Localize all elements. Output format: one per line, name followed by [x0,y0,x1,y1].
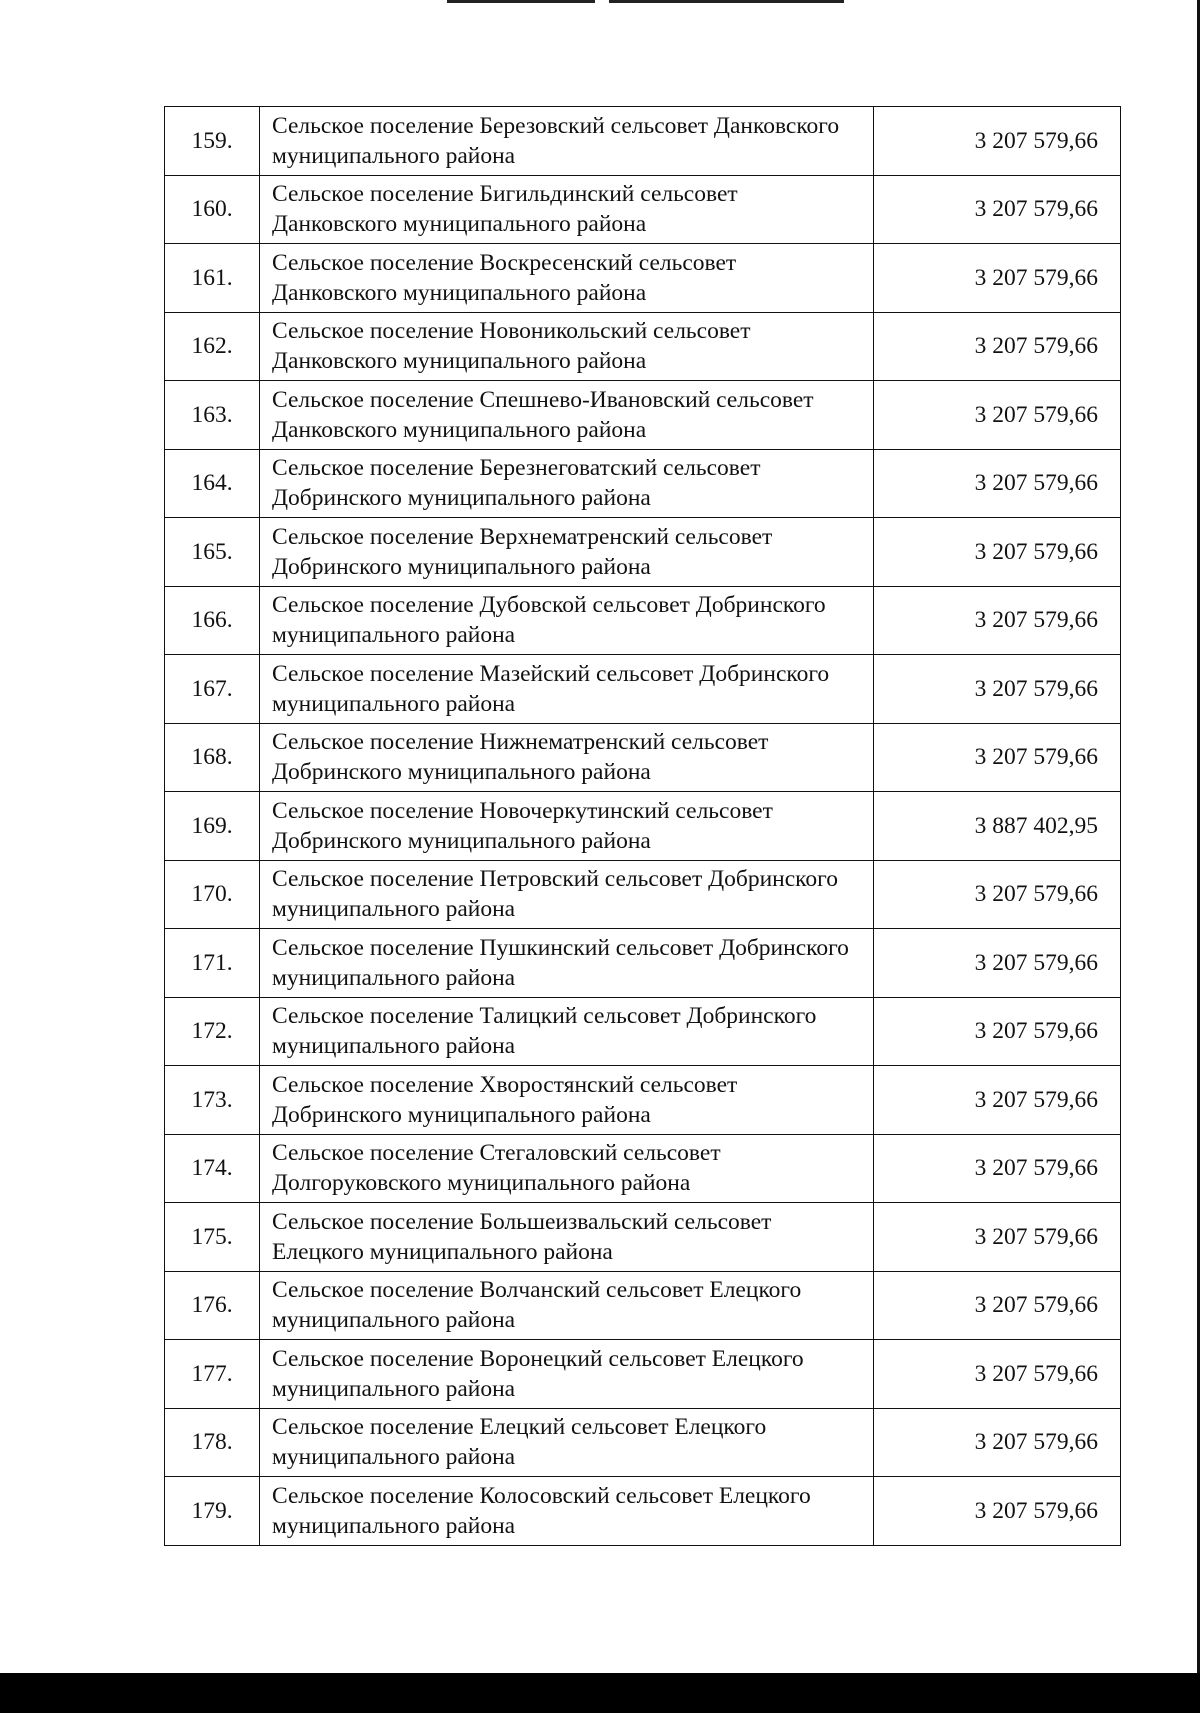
settlement-name: Сельское поселение Новочеркутинский сельсовет Добринского муниципального района [260,792,874,861]
amount-value: 3 207 579,66 [874,997,1121,1066]
row-number: 174. [165,1134,260,1203]
row-number: 177. [165,1340,260,1409]
amount-value: 3 207 579,66 [874,723,1121,792]
amount-value: 3 887 402,95 [874,792,1121,861]
amount-value: 3 207 579,66 [874,175,1121,244]
table-row [165,244,1121,313]
settlement-name: Сельское поселение Колосовский сельсовет Елецкого муниципального района [260,1477,874,1546]
table-row [165,929,1121,998]
table-row [165,1134,1121,1203]
amount-value: 3 207 579,66 [874,312,1121,381]
row-number: 165. [165,518,260,587]
amount-value: 3 207 579,66 [874,244,1121,313]
settlement-name: Сельское поселение Воронецкий сельсовет Елецкого муниципального района [260,1340,874,1409]
amount-value: 3 207 579,66 [874,655,1121,724]
settlement-name: Сельское поселение Петровский сельсовет Добринского муниципального района [260,860,874,929]
scan-bottom-band [0,1673,1200,1713]
settlement-name: Сельское поселение Мазейский сельсовет Добринского муниципального района [260,655,874,724]
row-number: 163. [165,381,260,450]
row-number: 162. [165,312,260,381]
settlement-name: Сельское поселение Верхнематренский сельсовет Добринского муниципального района [260,518,874,587]
settlement-name: Сельское поселение Бигильдинский сельсовет Данковского муниципального района [260,175,874,244]
row-number: 161. [165,244,260,313]
table-row [165,381,1121,450]
scan-mark-right [609,0,844,3]
table-row [165,1340,1121,1409]
settlement-name: Сельское поселение Березнеговатский сельсовет Добринского муниципального района [260,449,874,518]
amount-value: 3 207 579,66 [874,1340,1121,1409]
settlement-name: Сельское поселение Стегаловский сельсовет Долгоруковского муниципального района [260,1134,874,1203]
row-number: 170. [165,860,260,929]
row-number: 176. [165,1271,260,1340]
settlement-name: Сельское поселение Спешнево-Ивановский сельсовет Данковского муниципального района [260,381,874,450]
amount-value: 3 207 579,66 [874,381,1121,450]
amount-value: 3 207 579,66 [874,586,1121,655]
amount-value: 3 207 579,66 [874,1271,1121,1340]
table-row [165,312,1121,381]
amount-value: 3 207 579,66 [874,449,1121,518]
settlement-name: Сельское поселение Большеизвальский сельсовет Елецкого муниципального района [260,1203,874,1272]
settlement-name: Сельское поселение Воскресенский сельсовет Данковского муниципального района [260,244,874,313]
row-number: 164. [165,449,260,518]
row-number: 168. [165,723,260,792]
table-row [165,860,1121,929]
table-row [165,175,1121,244]
row-number: 178. [165,1408,260,1477]
table-row [165,1477,1121,1546]
amount-value: 3 207 579,66 [874,518,1121,587]
settlement-name: Сельское поселение Новоникольский сельсовет Данковского муниципального района [260,312,874,381]
amount-value: 3 207 579,66 [874,1203,1121,1272]
table-row [165,518,1121,587]
settlement-name: Сельское поселение Елецкий сельсовет Елецкого муниципального района [260,1408,874,1477]
settlement-name: Сельское поселение Пушкинский сельсовет Добринского муниципального района [260,929,874,998]
table-row [165,586,1121,655]
table-row [165,449,1121,518]
scan-top-marks [447,0,857,4]
amount-value: 3 207 579,66 [874,107,1121,176]
table-row [165,1271,1121,1340]
settlements-table [164,106,1121,1546]
table-row [165,655,1121,724]
table-row [165,1408,1121,1477]
row-number: 160. [165,175,260,244]
amount-value: 3 207 579,66 [874,1477,1121,1546]
amount-value: 3 207 579,66 [874,1066,1121,1135]
settlement-name: Сельское поселение Волчанский сельсовет Елецкого муниципального района [260,1271,874,1340]
table-row [165,997,1121,1066]
scan-mark-left [447,0,595,3]
row-number: 175. [165,1203,260,1272]
settlement-name: Сельское поселение Нижнематренский сельсовет Добринского муниципального района [260,723,874,792]
settlement-name: Сельское поселение Дубовской сельсовет Добринского муниципального района [260,586,874,655]
table-row [165,1203,1121,1272]
settlement-name: Сельское поселение Березовский сельсовет Данковского муниципального района [260,107,874,176]
row-number: 171. [165,929,260,998]
table-row [165,792,1121,861]
table-row [165,107,1121,176]
table-row [165,723,1121,792]
row-number: 166. [165,586,260,655]
settlements-table-body [165,107,1121,1546]
row-number: 159. [165,107,260,176]
amount-value: 3 207 579,66 [874,929,1121,998]
row-number: 173. [165,1066,260,1135]
settlement-name: Сельское поселение Талицкий сельсовет Добринского муниципального района [260,997,874,1066]
amount-value: 3 207 579,66 [874,1408,1121,1477]
row-number: 169. [165,792,260,861]
row-number: 179. [165,1477,260,1546]
row-number: 167. [165,655,260,724]
settlement-name: Сельское поселение Хворостянский сельсовет Добринского муниципального района [260,1066,874,1135]
row-number: 172. [165,997,260,1066]
table-row [165,1066,1121,1135]
amount-value: 3 207 579,66 [874,860,1121,929]
amount-value: 3 207 579,66 [874,1134,1121,1203]
